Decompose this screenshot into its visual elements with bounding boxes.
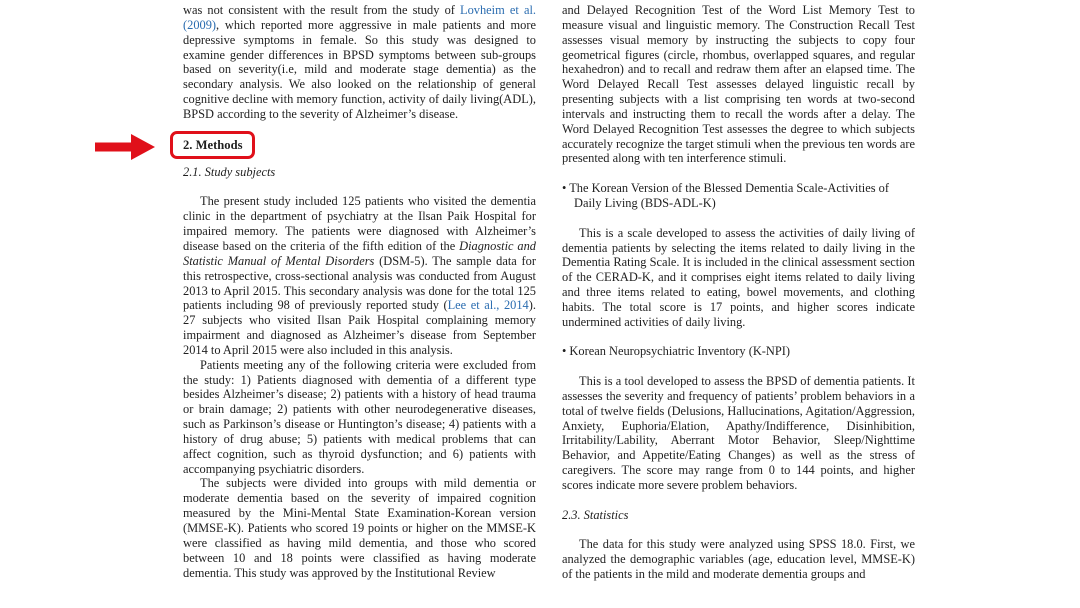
right-column xyxy=(562,3,915,582)
bullet-k-npi: • Korean Neuropsychiatric Inventory (K-NPI) xyxy=(562,344,790,359)
left-column xyxy=(183,3,536,580)
intro-paragraph: was not consistent with the result from the study of Lovheim et al. (2009), which reported more aggressive in male patients and more depressive symptoms in female. So this study was designed to examine gender differences in BPSD symptoms between sub-groups based on severity(i.e, mild and moderate stage dementia) as the secondary analysis. We also looked on the relationship of general cognitive decline with memory function, activity of daily living(ADL), BPSD according to the severity of Alzheimer’s disease. xyxy=(183,3,536,121)
highlight-arrow-icon xyxy=(95,134,155,160)
statistics-paragraph: The data for this study were analyzed using SPSS 18.0. First, we analyzed the demographic variables (age, education level, MMSE-K) of the patients in the mild and moderate dementia groups and xyxy=(562,537,915,582)
study-subjects-paragraph: The present study included 125 patients who visited the dementia clinic in the department of psychiatry at the Ilsan Paik Hospital for impaired memory. The patients were diagnosed with Alzheimer’s disease based on the criteria of the fifth edition of the Diagnostic and Statistic Manual of Mental Disorders (DSM-5). The sample data for this retrospective, cross-sectional analysis was conducted from August 2013 to April 2015. This secondary analysis was done for the total 125 patients including 98 of previously reported study (Lee et al., 2014). 27 subjects who visited Ilsan Paik Hospital complaining memory impairment and diagnosed as Alzheimer’s disease from September 2014 to April 2015 were also included in this analysis. xyxy=(183,194,537,357)
subsection-heading-statistics: 2.3. Statistics xyxy=(562,507,629,522)
memory-tests-paragraph: and Delayed Recognition Test of the Word List Memory Test to measure visual and linguistic memory. The Construction Recall Test assesses visual memory by instructing the subjects to copy four geometrical figures (circle, rhombus, overlapped squares, and regular hexahedron) and to recall and redraw them after an elapsed time. The Word Delayed Recall Test assesses delayed linguistic recall by presenting subjects with a list comprising ten words at two-second intervals and instructing them to recall the words after a delay. The Word Delayed Recognition Test assesses the degree to which subjects accurately recognize the target stimuli when the previous ten words are presented along with ten interference stimuli. xyxy=(562,3,915,166)
k-npi-paragraph: This is a tool developed to assess the BPSD of dementia patients. It assesses the severity and frequency of patients’ problem behaviors in a total of twelve fields (Delusions, Hallucinations, Agitation/Aggression, Anxiety, Euphoria/Elation, Apathy/Indifference, Disinhibition, Irritability/Lability, Aberrant Motor Behavior, Sleep/Nighttime Behavior, and Appetite/Eating Changes) as well as the stress of caregivers. The score may range from 0 to 144 points, and higher scores indicate more severe problem behaviors. xyxy=(562,374,915,492)
section-heading-methods: 2. Methods xyxy=(170,131,255,159)
citation-link-lovheim[interactable]: Lovheim et al. (2009) xyxy=(183,3,536,32)
subsection-heading-study-subjects: 2.1. Study subjects xyxy=(183,164,276,179)
bds-adl-k-paragraph: This is a scale developed to assess the activities of daily living of dementia patients by selecting the items related to daily living in the Dementia Rating Scale. It is included in the clinical assessment section of the CERAD-K, and it comprises eight items related to daily living and three items related to eating, bowel movements, and clothing habits. The total score is 17 points, and higher scores indicate undermined activities of daily living. xyxy=(562,225,915,329)
bullet-bds-adl-k: • The Korean Version of the Blessed Dementia Scale-Activities of Daily Living (BDS-ADL-K) xyxy=(562,181,889,210)
citation-link-lee[interactable]: Lee et al., 2014 xyxy=(447,298,529,313)
groups-paragraph: The subjects were divided into groups with mild dementia or moderate dementia based on the severity of impaired cognition measured by the Mini-Mental State Examination-Korean version (MMSE-K). Patients who scored 19 points or higher on the MMSE-K were classified as having mild dementia, and those who scored between 10 and 18 points were classified as having moderate dementia. This study was approved by the Institutional Review xyxy=(183,476,536,580)
exclusion-criteria-paragraph: Patients meeting any of the following criteria were excluded from the study: 1) Patients diagnosed with dementia of a different type besides Alzheimer’s disease; 2) patients with a history of head trauma or brain damage; 2) patients with other neurodegenerative diseases, such as Parkinson’s disease or Huntington’s disease; 4) patients with a history of drug abuse; 5) patients with medical problems that can affect cognition, such as thyroid dysfunction; and 6) patients with accompanying psychiatric disorders. xyxy=(183,357,536,476)
